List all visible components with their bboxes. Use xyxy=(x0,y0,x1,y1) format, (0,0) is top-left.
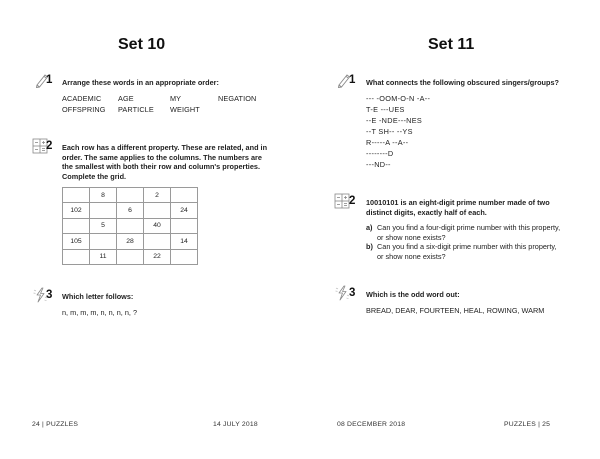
obscured-name: --T SH-- --YS xyxy=(366,127,413,136)
footer-date: 08 DECEMBER 2018 xyxy=(337,421,406,428)
question-number-1: 1 xyxy=(349,74,356,86)
question-3-prompt: Which letter follows: xyxy=(62,292,134,301)
question-2-line: Each row has a different property. These are related, and in xyxy=(62,143,268,152)
grid-icon xyxy=(334,193,350,209)
obscured-name: --E -NDE---NES xyxy=(366,116,423,125)
grid-row xyxy=(63,218,198,233)
word-item: NEGATION xyxy=(218,94,257,103)
sub-question-a-label: a) xyxy=(366,223,373,232)
footer-page-label: 24 | PUZZLES xyxy=(32,421,79,428)
question-number-3: 3 xyxy=(349,287,356,299)
letter-sequence: n, m, m, m, n, n, n, n, ? xyxy=(62,308,138,317)
grid-cell[interactable]: 28 xyxy=(117,234,144,249)
grid-cell[interactable]: 14 xyxy=(171,234,198,249)
grid-cell[interactable] xyxy=(117,188,144,203)
question-2-line: Complete the grid. xyxy=(62,171,127,181)
sub-question-b-label: b) xyxy=(366,242,373,251)
grid-row xyxy=(63,249,198,264)
grid-row xyxy=(63,188,198,203)
word-list: BREAD, DEAR, FOURTEEN, HEAL, ROWING, WARM xyxy=(366,306,545,315)
word-item: PARTICLE xyxy=(118,105,154,114)
number-grid xyxy=(62,187,198,265)
word-item: MY xyxy=(170,94,182,103)
grid-cell[interactable] xyxy=(144,203,171,218)
word-item: ACADEMIC xyxy=(62,94,102,103)
obscured-name: --------D xyxy=(366,149,394,158)
grid-cell[interactable]: 22 xyxy=(144,249,171,264)
set-10-title: Set 10 xyxy=(118,36,166,53)
sub-question-b-line: Can you find a six-digit prime number with this property, xyxy=(377,242,557,251)
grid-cell[interactable] xyxy=(144,234,171,249)
question-2-line: the smallest with both their row and column's properties. xyxy=(62,162,260,171)
grid-cell[interactable] xyxy=(171,249,198,264)
word-item: AGE xyxy=(118,94,134,103)
grid-cell[interactable]: 5 xyxy=(90,218,117,233)
grid-cell[interactable] xyxy=(117,249,144,264)
obscured-name: --- -OOM-O-N -A-- xyxy=(366,94,431,103)
question-number-2: 2 xyxy=(46,140,53,152)
question-2-line: 10010101 is an eight-digit prime number made of two xyxy=(366,198,550,207)
footer-page-label: PUZZLES | 25 xyxy=(504,421,551,428)
grid-cell[interactable]: 40 xyxy=(144,218,171,233)
grid-row xyxy=(63,234,198,249)
grid-cell[interactable]: 11 xyxy=(90,249,117,264)
question-1-prompt: Arrange these words in an appropriate order: xyxy=(62,78,219,87)
question-number-3: 3 xyxy=(46,289,53,301)
question-2-line: distinct digits, exactly half of each. xyxy=(366,207,487,217)
footer-date: 14 JULY 2018 xyxy=(213,421,258,428)
word-item: WEIGHT xyxy=(170,105,200,114)
question-number-1: 1 xyxy=(46,74,53,86)
grid-cell[interactable]: 102 xyxy=(63,203,90,218)
grid-cell[interactable] xyxy=(63,188,90,203)
question-2-line: order. The same applies to the columns. The numbers are xyxy=(62,152,262,162)
grid-cell[interactable] xyxy=(171,188,198,203)
grid-cell[interactable] xyxy=(63,218,90,233)
obscured-name: T-E ---UES xyxy=(366,105,405,114)
grid-cell[interactable]: 6 xyxy=(117,203,144,218)
lightning-icon xyxy=(334,285,350,301)
obscured-name: R-----A --A-- xyxy=(366,138,409,147)
grid-cell[interactable]: 8 xyxy=(90,188,117,203)
grid-cell[interactable] xyxy=(117,218,144,233)
sub-question-a-line: Can you find a four-digit prime number with this property, xyxy=(377,223,561,232)
question-3-prompt: Which is the odd word out: xyxy=(366,290,460,299)
grid-cell[interactable] xyxy=(63,249,90,264)
grid-cell[interactable] xyxy=(90,234,117,249)
sub-question-b-line: or show none exists? xyxy=(377,251,446,261)
grid-cell[interactable]: 24 xyxy=(171,203,198,218)
grid-cell[interactable] xyxy=(90,203,117,218)
obscured-name: ---ND-- xyxy=(366,160,391,169)
question-1-prompt: What connects the following obscured singers/groups? xyxy=(366,78,559,87)
question-number-2: 2 xyxy=(349,195,356,207)
set-11-title: Set 11 xyxy=(428,36,475,53)
grid-cell[interactable]: 105 xyxy=(63,234,90,249)
grid-row xyxy=(63,203,198,218)
grid-cell[interactable] xyxy=(171,218,198,233)
grid-cell[interactable]: 2 xyxy=(144,188,171,203)
sub-question-a-line: or show none exists? xyxy=(377,232,446,242)
word-item: OFFSPRING xyxy=(62,105,106,114)
